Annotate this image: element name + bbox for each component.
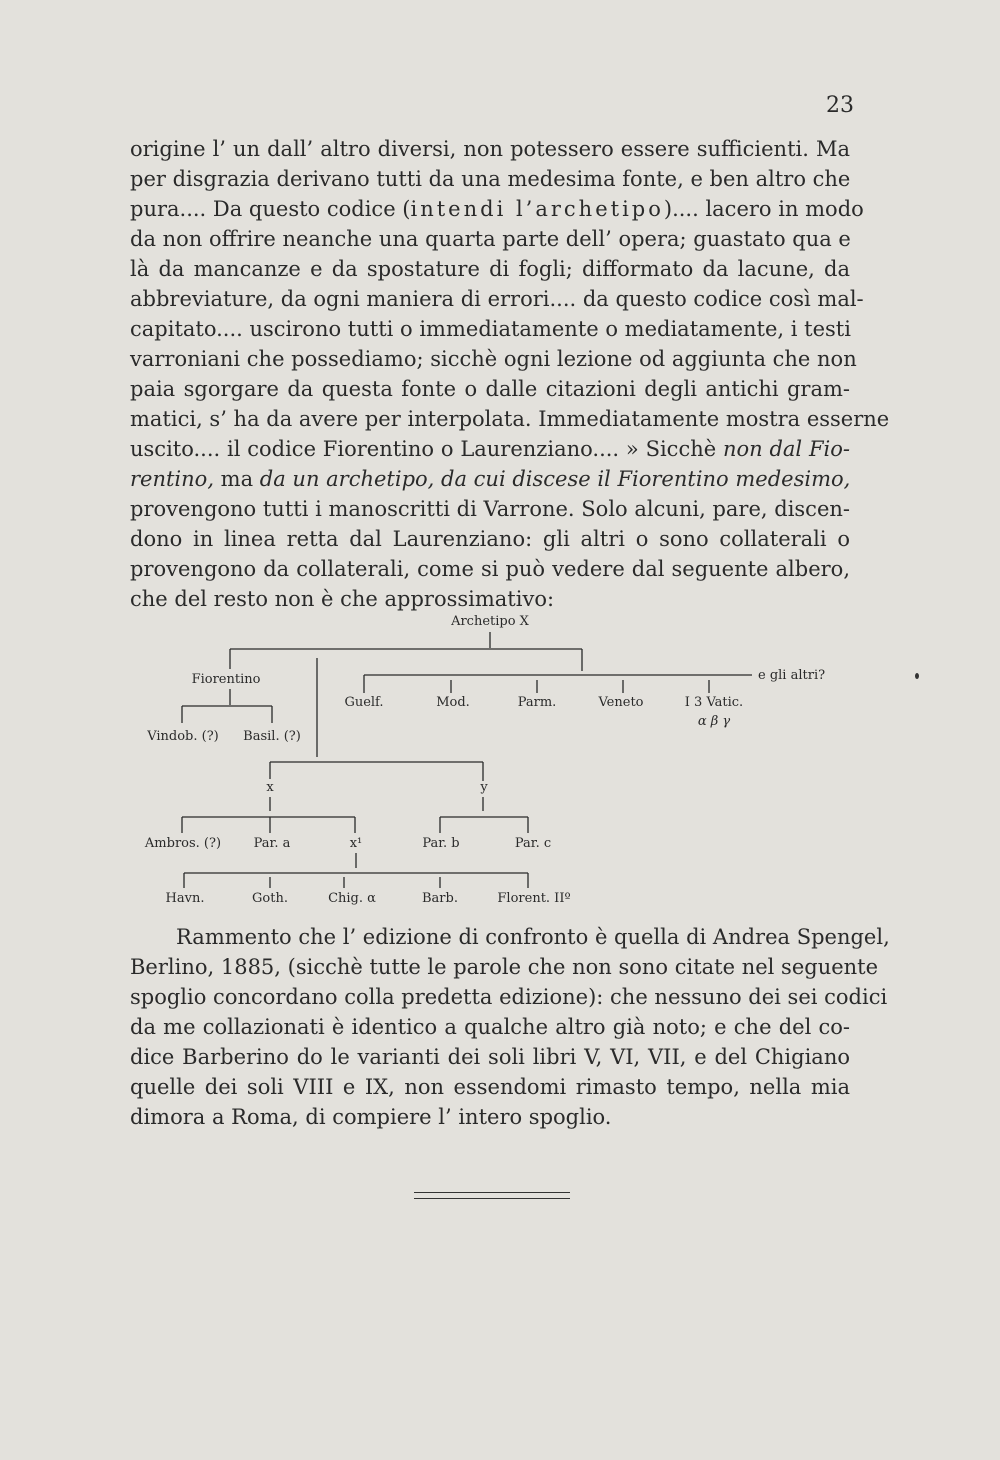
stemma-others: e gli altri? bbox=[758, 668, 826, 683]
spaced-run: intendi l’archetipo bbox=[410, 197, 664, 221]
text-run: paia sgorgare da questa fonte o dalle citazioni degli antichi gram- bbox=[130, 377, 850, 401]
stemma-florent: Florent. IIº bbox=[497, 891, 571, 906]
italic-run: rentino, bbox=[130, 467, 214, 491]
text-run: abbreviature, da ogni maniera di errori.... da questo codice così mal- bbox=[130, 287, 864, 311]
stemma-par-a: Par. a bbox=[253, 836, 291, 851]
text-line bbox=[130, 1072, 850, 1102]
text-line bbox=[130, 254, 850, 284]
stemma-veneto: Veneto bbox=[598, 695, 644, 710]
text-run: da non offrire neanche una quarta parte dell’ opera; guastato qua e bbox=[130, 227, 851, 251]
stemma-vatic: I 3 Vatic. bbox=[684, 695, 744, 710]
text-line bbox=[130, 1012, 850, 1042]
text-line bbox=[130, 434, 850, 464]
stemma-archetype: Archetipo X bbox=[451, 614, 529, 629]
text-line bbox=[130, 554, 850, 584]
text-line bbox=[130, 922, 890, 952]
ink-spot bbox=[915, 673, 919, 679]
text-run: dice Barberino do le varianti dei soli libri V, VI, VII, e del Chigiano bbox=[130, 1045, 850, 1069]
italic-run: da un archetipo, da cui discese il Fiorentino medesimo, bbox=[259, 467, 851, 491]
stemma-vindob: Vindob. (?) bbox=[147, 729, 219, 744]
text-line bbox=[130, 494, 850, 524]
stemma-x: x bbox=[266, 780, 274, 795]
text-run: spoglio concordano colla predetta edizione): che nessuno dei sei codici bbox=[130, 985, 888, 1009]
stemma-chig: Chig. α bbox=[328, 891, 376, 906]
text-line bbox=[130, 134, 850, 164]
text-run: che del resto non è che approssimativo: bbox=[130, 587, 555, 611]
text-run: provengono tutti i manoscritti di Varrone. Solo alcuni, pare, discen- bbox=[130, 497, 850, 521]
text-line bbox=[130, 164, 850, 194]
stemma-vatic-sigla: α β γ bbox=[697, 714, 731, 729]
paragraph-1 bbox=[130, 134, 890, 614]
text-run: là da mancanze e da spostature di fogli; difformato da lacune, da bbox=[130, 257, 850, 281]
stemma-x1: x¹ bbox=[349, 836, 363, 851]
stemma-havn: Havn. bbox=[165, 891, 205, 906]
text-line bbox=[130, 344, 857, 374]
stemma-basil: Basil. (?) bbox=[243, 729, 301, 744]
stemma-mod: Mod. bbox=[436, 695, 470, 710]
text-line bbox=[130, 224, 850, 254]
text-run: dimora a Roma, di compiere l’ intero spoglio. bbox=[130, 1105, 612, 1129]
text-line bbox=[130, 464, 850, 494]
stemma-guelf: Guelf. bbox=[344, 695, 384, 710]
text-line bbox=[130, 1042, 850, 1072]
text-line bbox=[130, 194, 864, 224]
text-line bbox=[130, 314, 850, 344]
text-run: provengono da collaterali, come si può vedere dal seguente albero, bbox=[130, 557, 850, 581]
text-run: quelle dei soli VIII e IX, non essendomi rimasto tempo, nella mia bbox=[130, 1075, 850, 1099]
italic-run: non dal Fio- bbox=[722, 437, 850, 461]
text-run: varroniani che possediamo; sicchè ogni lezione od aggiunta che non bbox=[130, 347, 857, 371]
text-run: origine l’ un dall’ altro diversi, non potessero essere sufficienti. Ma bbox=[130, 137, 850, 161]
text-run: Rammento che l’ edizione di confronto è quella di Andrea Spengel, bbox=[176, 925, 890, 949]
stemma-barb: Barb. bbox=[422, 891, 458, 906]
text-run: per disgrazia derivano tutti da una medesima fonte, e ben altro che bbox=[130, 167, 851, 191]
stemma-y: y bbox=[480, 780, 488, 795]
stemma-fiorentino: Fiorentino bbox=[191, 672, 261, 687]
closing-double-rule bbox=[414, 1192, 570, 1199]
text-line bbox=[130, 374, 850, 404]
stemma-par-c: Par. c bbox=[514, 836, 552, 851]
text-run: dono in linea retta dal Laurenziano: gli altri o sono collaterali o bbox=[130, 527, 850, 551]
text-run: ma bbox=[214, 467, 260, 491]
stemma-tree bbox=[0, 605, 1000, 915]
text-run: capitato.... uscirono tutti o immediatamente o mediatamente, i testi bbox=[130, 317, 851, 341]
text-run: da me collazionati è identico a qualche altro già noto; e che del co- bbox=[130, 1015, 850, 1039]
paragraph-2 bbox=[130, 922, 890, 1132]
text-line bbox=[130, 982, 888, 1012]
stemma-ambros: Ambros. (?) bbox=[144, 836, 222, 851]
text-run: Berlino, 1885, (sicchè tutte le parole che non sono citate nel seguente bbox=[130, 955, 879, 979]
text-run: matici, s’ ha da avere per interpolata. Immediatamente mostra esserne bbox=[130, 407, 890, 431]
page-number: 23 bbox=[826, 93, 854, 118]
text-line bbox=[130, 404, 890, 434]
text-line bbox=[130, 524, 850, 554]
text-run: uscito.... il codice Fiorentino o Laurenziano.... » Sicchè bbox=[130, 437, 723, 461]
text-line bbox=[130, 1102, 850, 1132]
text-line bbox=[130, 284, 864, 314]
stemma-par-b: Par. b bbox=[422, 836, 460, 851]
text-run: ).... lacero in modo bbox=[663, 197, 864, 221]
stemma-parm: Parm. bbox=[517, 695, 557, 710]
text-run: pura.... Da questo codice ( bbox=[130, 197, 411, 221]
stemma-goth: Goth. bbox=[252, 891, 288, 906]
text-line bbox=[130, 952, 879, 982]
